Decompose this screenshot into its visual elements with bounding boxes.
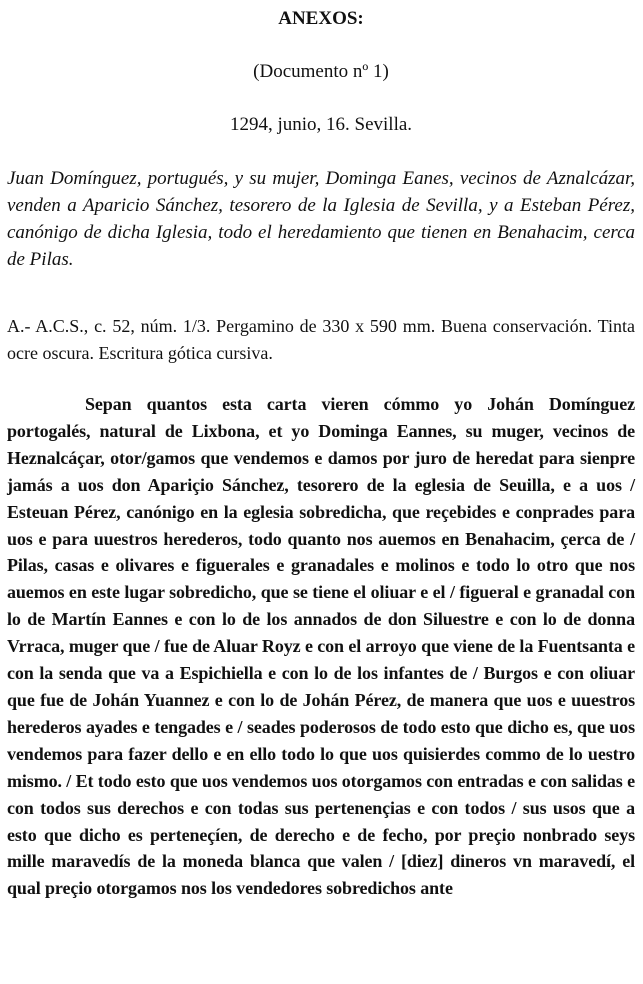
document-number: (Documento nº 1): [253, 61, 389, 82]
document-summary: Juan Domínguez, portugués, y su mujer, Dominga Eanes, vecinos de Aznalcázar, venden a Aparicio Sánchez, tesorero de la Iglesia de Sevilla, y a Esteban Pérez, canónigo de dicha Iglesia, todo el heredamiento que tienen en Benahacim, cerca de Pilas.: [7, 168, 635, 270]
document-date: 1294, junio, 16. Sevilla.: [229, 114, 413, 135]
transcription-text: Sepan quantos esta carta vieren cómmo yo Johán Domínguez portogalés, natural de Lixbona, et yo Dominga Eannes, su muger, vecinos de Heznalcáçar, otor/gamos que vendemos e damos por juro de heredat para sienpre jamás a uos don Apariçio Sánchez, tesorero de la eglesia de Seuilla, e a uos / Esteuan Pérez, canónigo en la eglesia sobredicha, que reçebides e conprades para uos e para uuestros herederos, todo quanto nos auemos en Benahacim, çerca de / Pilas, casas e olivares e figuerales e granadales e molinos e todo lo otro que nos auemos en este lugar sobredicho, que se tiene el oliuar e el / figueral e granadal con lo de Martín Eannes e con lo de los annados de don Siluestre e con lo de donna Vrraca, muger que / fue de Aluar Royz e con el arroyo que viene de la Fuentsanta e con la senda que va a Espichiella e con lo de los infantes de / Burgos e con oliuar que fue de Johán Yuannez e con lo de Johán Pérez, de manera que uos e uuestros herederos ayades e tengades e / seades poderosos de todo esto que dicho es, que uos vendemos para fazer dello e en ello todo lo que uos quisierdes commo de lo uestro mismo. / Et todo esto que uos vendemos uos otorgamos con entradas e con salidas e con todos sus derechos e con todas sus pertenençias e con todos / sus usos que a esto que dicho es perteneçíen, de derecho e de fecho, por preçio nonbrado seys mille maravedís de la moneda blanca que valen / [diez] dineros vn maravedí, el qual preçio otorgamos nos los vendedores sobredichos ante: [7, 394, 635, 899]
archival-source: A.- A.C.S., c. 52, núm. 1/3. Pergamino de 330 x 590 mm. Buena conservación. Tinta ocre oscura. Escritura gótica cursiva.: [7, 316, 635, 363]
annex-heading: ANEXOS:: [278, 8, 364, 29]
